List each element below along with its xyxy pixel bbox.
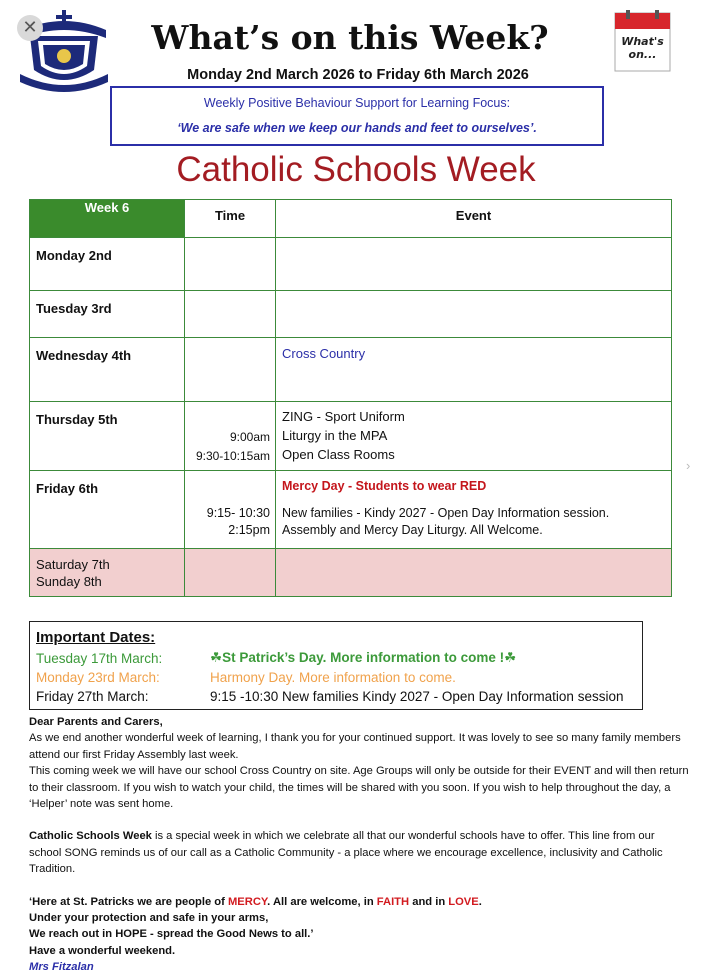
mercy-day-note: Mercy Day - Students to wear RED xyxy=(282,479,487,493)
song-line: We reach out in HOPE - spread the Good News to all.’ xyxy=(29,928,314,941)
song-love: LOVE xyxy=(448,895,479,908)
week-label: Week 6 xyxy=(30,200,185,238)
time-cell xyxy=(185,238,276,291)
event-header: Event xyxy=(276,200,672,238)
day-cell: Friday 6th xyxy=(30,471,185,549)
weekend-day: Saturday 7th xyxy=(36,557,110,572)
day-cell: Tuesday 3rd xyxy=(30,291,185,338)
event-cell xyxy=(276,402,672,471)
list-item-event: Harmony Day. More information to come. xyxy=(210,670,456,685)
date-range: Monday 2nd March 2026 to Friday 6th March 2026 xyxy=(187,67,529,83)
time-cell xyxy=(185,471,276,549)
table-row xyxy=(30,402,672,471)
time-line: 2:15pm xyxy=(228,523,270,537)
time-cell xyxy=(185,549,276,597)
calendar-label-line1: What's xyxy=(621,35,664,48)
table-row xyxy=(30,549,672,597)
song-text: . xyxy=(478,895,482,908)
event-cell: Cross Country xyxy=(276,338,672,402)
day-cell xyxy=(30,549,185,597)
time-cell xyxy=(185,338,276,402)
song-text: . All are welcome, in xyxy=(267,895,377,908)
event-line: ZING - Sport Uniform xyxy=(282,409,405,424)
csw-bold: Catholic Schools Week xyxy=(29,830,152,843)
focus-text: ‘We are safe when we keep our hands and feet to ourselves’. xyxy=(177,121,537,135)
event-cell xyxy=(276,471,672,549)
event-line: Assembly and Mercy Day Liturgy. All Welcome. xyxy=(282,523,543,537)
event-cell xyxy=(276,238,672,291)
focus-label: Weekly Positive Behaviour Support for Learning Focus: xyxy=(203,96,511,110)
schedule-table xyxy=(29,199,672,597)
table-row xyxy=(30,238,672,291)
song-line: Under your protection and safe in your arms, xyxy=(29,912,269,925)
focus-box xyxy=(110,86,604,146)
table-header-row xyxy=(30,200,672,238)
close-icon: ✕ xyxy=(22,17,38,37)
list-item-event: 9:15 -10:30 New families Kindy 2027 - Open Day Information session xyxy=(210,689,624,704)
weekend-day: Sunday 8th xyxy=(36,574,102,589)
list-item-event: ☘St Patrick’s Day. More information to come !☘ xyxy=(210,650,517,665)
catholic-schools-week-heading: Catholic Schools Week xyxy=(176,150,536,189)
event-line: Open Class Rooms xyxy=(282,447,395,462)
event-line: New families - Kindy 2027 - Open Day Information session. xyxy=(282,506,610,520)
important-dates-box xyxy=(29,621,643,710)
letter-greeting: Dear Parents and Carers, xyxy=(29,716,163,728)
list-item-date: Tuesday 17th March: xyxy=(36,651,163,666)
time-line: 9:15- 10:30 xyxy=(206,506,270,520)
song-mercy: MERCY xyxy=(227,895,268,908)
letter-paragraph xyxy=(29,828,689,877)
event-cell xyxy=(276,549,672,597)
day-cell: Thursday 5th xyxy=(30,402,185,471)
time-line: 9:00am xyxy=(229,430,270,444)
song-line xyxy=(29,894,689,910)
letter-closing: Have a wonderful weekend. xyxy=(29,944,176,957)
time-cell xyxy=(185,291,276,338)
important-dates-title: Important Dates: xyxy=(36,629,156,646)
close-button[interactable] xyxy=(17,15,43,41)
calendar-label-line2: on... xyxy=(628,48,657,61)
list-item-date: Monday 23rd March: xyxy=(36,670,160,685)
signature: Mrs Fitzalan xyxy=(29,961,94,974)
table-row xyxy=(30,291,672,338)
day-cell: Wednesday 4th xyxy=(30,338,185,402)
event-cell xyxy=(276,291,672,338)
song-text: ‘Here at St. Patricks we are people of xyxy=(29,895,228,908)
day-cell: Monday 2nd xyxy=(30,238,185,291)
song-faith: FAITH xyxy=(376,895,410,908)
time-line: 9:30-10:15am xyxy=(195,449,270,463)
list-item-date: Friday 27th March: xyxy=(36,689,149,704)
letter-paragraph: As we end another wonderful week of learning, I thank you for your continued support. It was lovely to see so many family members attend our first Friday Assembly last week. xyxy=(29,732,681,761)
principal-letter xyxy=(29,714,689,976)
chevron-right-icon[interactable]: › xyxy=(686,458,691,473)
csw-text: is a special week in which we celebrate all that our wonderful schools have to offer. This line from our school SONG reminds us of our call as a Catholic Community - a place where we encourage excellence, inclusivity and Catholic Tradition. xyxy=(29,830,663,876)
letter-paragraph: This coming week we will have our school Cross Country on site. Age Groups will only be outside for their EVENT and will then return to their classroom. If you wish to watch your child, the times will be shared with you soon. If you wish to help throughout the day, a ‘Helper’ note was sent home. xyxy=(29,765,689,811)
song-text: and in xyxy=(409,895,449,908)
table-row xyxy=(30,471,672,549)
page-title: What’s on this Week? xyxy=(151,18,549,57)
time-header: Time xyxy=(185,200,276,238)
time-cell xyxy=(185,402,276,471)
event-line: Liturgy in the MPA xyxy=(282,428,388,443)
table-row xyxy=(30,338,672,402)
calendar-label xyxy=(613,35,672,61)
